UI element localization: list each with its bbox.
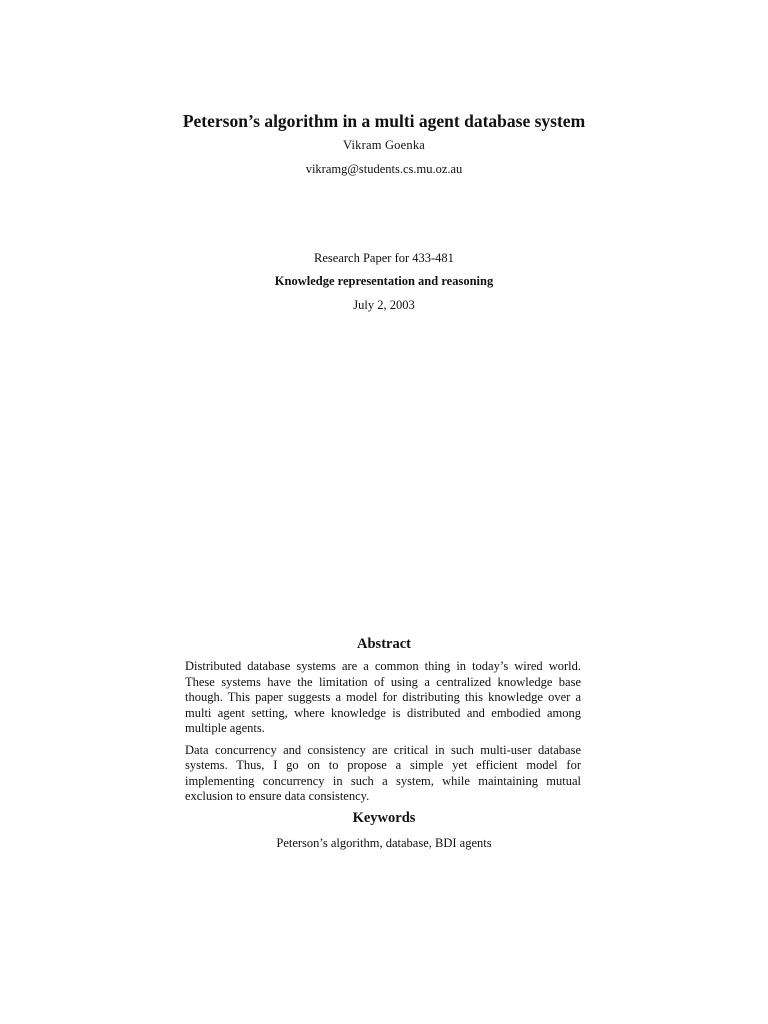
research-paper-for: Research Paper for 433-481 bbox=[314, 251, 454, 265]
paper-date: July 2, 2003 bbox=[353, 298, 415, 312]
author-email: vikramg@students.cs.mu.oz.au bbox=[305, 162, 463, 176]
abstract-heading: Abstract bbox=[357, 636, 411, 652]
abstract-paragraph: Data concurrency and consistency are critical in such multi-user database systems. Thus, I go on to propose a simple yet efficient model for implementing concurrency in such a system, while maintaining mutual exclusion to ensure data consistency. bbox=[185, 742, 581, 803]
author-name: Vikram Goenka bbox=[342, 138, 426, 152]
course-title: Knowledge representation and reasoning bbox=[274, 274, 494, 288]
keywords-heading: Keywords bbox=[352, 810, 416, 826]
abstract-body bbox=[185, 659, 581, 811]
paper-title: Peterson’s algorithm in a multi agent database system bbox=[182, 111, 586, 131]
abstract-paragraph: Distributed database systems are a common thing in today’s wired world. These systems have the limitation of using a centralized knowledge base though. This paper suggests a model for distributing this knowledge over a multi agent setting, where knowledge is distributed and embodied among multiple agents. bbox=[185, 659, 581, 735]
keywords-text: Peterson’s algorithm, database, BDI agents bbox=[276, 836, 492, 850]
